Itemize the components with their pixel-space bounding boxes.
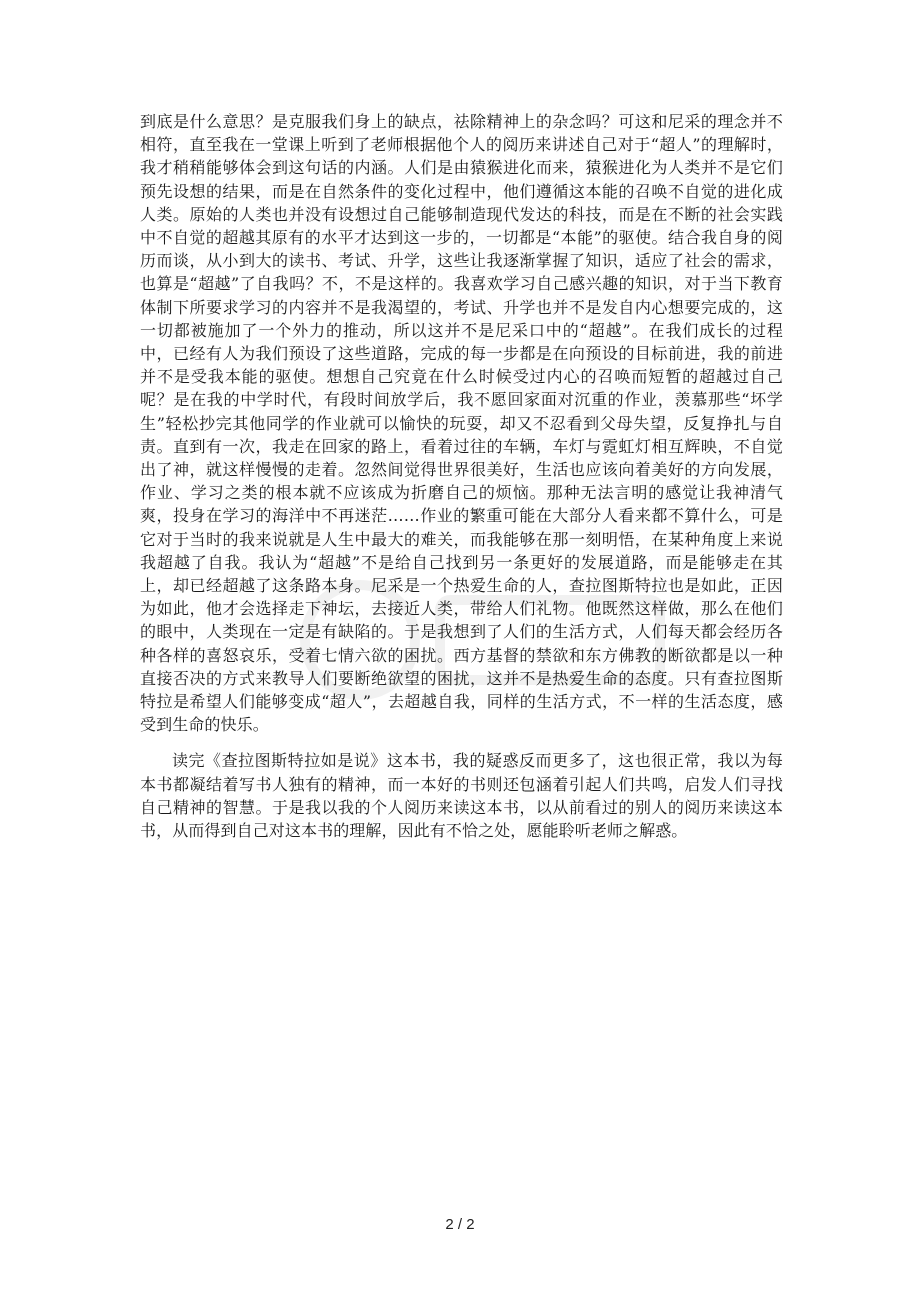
body-paragraph-1: 到底是什么意思？是克服我们身上的缺点，祛除精神上的杂念吗？可这和尼采的理念并不相符，直至我在一堂课上听到了老师根据他个人的阅历来讲述自己对于“超人”的理解时，我才稍稍能够体会到这句话的内涵。人们是由猿猴进化而来，猿猴进化为人类并不是它们预先设想的结果，而是在自然条件的变化过程中，他们遵循这本能的召唤不自觉的进化成人类。原始的人类也并没有设想过自己能够制造现代发达的科技，而是在不断的社会实践中不自觉的超越其原有的水平才达到这一步的，一切都是“本能”的驱使。结合我自身的阅历而谈，从小到大的读书、考试、升学，这些让我逐渐掌握了知识，适应了社会的需求，也算是“超越”了自我吗？不，不是这样的。我喜欢学习自己感兴趣的知识，对于当下教育体制下所要求学习的内容并不是我渴望的，考试、升学也并不是发自内心想要完成的，这一切都被施加了一个外力的推动，所以这并不是尼采口中的“超越”。在我们成长的过程中，已经有人为我们预设了这些道路，完成的每一步都是在向预设的目标前进，我的前进并不是受我本能的驱使。想想自己究竟在什么时候受过内心的召唤而短暂的超越过自己呢？是在我的中学时代，有段时间放学后，我不愿回家面对沉重的作业，羡慕那些“坏学生”轻松抄完其他同学的作业就可以愉快的玩耍，却又不忍看到父母失望，反复挣扎与自责。直到有一次，我走在回家的路上，看着过往的车辆，车灯与霓虹灯相互辉映，不自觉出了神，就这样慢慢的走着。忽然间觉得世界很美好，生活也应该向着美好的方向发展，作业、学习之类的根本就不应该成为折磨自己的烦恼。那种无法言明的感觉让我神清气爽，投身在学习的海洋中不再迷茫……作业的繁重可能在大部分人看来都不算什么，可是它对于当时的我来说就是人生中最大的难关，而我能够在那一刻明悟，在某种角度上来说我超越了自我。我认为“超越”不是给自己找到另一条更好的发展道路，而是能够走在其上，却已经超越了这条路本身。尼采是一个热爱生命的人，查拉图斯特拉也是如此，正因为如此，他才会选择走下神坛，去接近人类，带给人们礼物。他既然这样做，那么在他们的眼中，人类现在一定是有缺陷的。于是我想到了人们的生活方式，人们每天都会经历各种各样的喜怒哀乐，受着七情六欲的困扰。西方基督的禁欲和东方佛教的断欲都是以一种直接否决的方式来教导人们要断绝欲望的困扰，这并不是热爱生命的态度。只有查拉图斯特拉是希望人们能够变成“超人”，去超越自我，同样的生活方式，不一样的生活态度，感受到生命的快乐。 bbox=[140, 112, 783, 735]
body-paragraph-2: 读完《查拉图斯特拉如是说》这本书，我的疑惑反而更多了，这也很正常，我以为每本书都凝结着写书人独有的精神，而一本好的书则还包涵着引起人们共鸣，启发人们寻找自己精神的智慧。于是我以我的个人阅历来读这本书，以从前看过的别人的阅历来读这本书，从而得到自己对这本书的理解，因此有不恰之处，愿能聆听老师之解惑。 bbox=[140, 751, 783, 841]
document-body bbox=[140, 110, 783, 842]
page-number: 2 / 2 bbox=[445, 1216, 475, 1233]
